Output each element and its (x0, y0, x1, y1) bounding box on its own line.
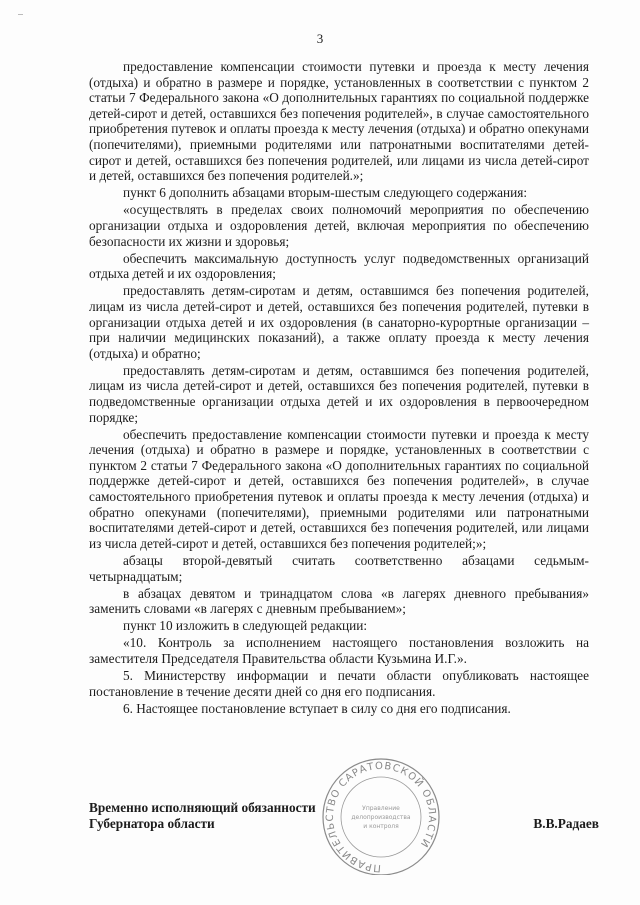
paragraph: абзацы второй-девятый считать соответственно абзацами седьмым-четырнадцатым; (89, 552, 589, 584)
paragraph: предоставление компенсации стоимости путевки и проезда к месту лечения (отдыха) и обратно в размере и порядке, установленных в соответствии с пунктом 2 статьи 7 Федерального закона «О дополнительных гарантиях по социальной поддержке детей-сирот и детей, оставшихся без попечения родителей», в случае самостоятельного приобретения путевок и оплаты проезда к месту лечения (отдыха) и обратно опекунами (попечителями), приемными родителями или патронатными воспитателями детей-сирот и детей, оставшихся без попечения родителей, или лицами из числа детей-сирот и детей, оставшихся без попечения родителей.»; (89, 59, 589, 184)
paragraph: 5. Министерству информации и печати области опубликовать настоящее постановление в течение десяти дней со дня его подписания. (89, 668, 589, 699)
paragraph: «осуществлять в пределах своих полномочий мероприятия по обеспечению организации отдыха и оздоровления детей, включая мероприятия по обеспечению безопасности их жизни и здоровья; (89, 202, 589, 249)
paragraph: обеспечить максимальную доступность услуг подведомственных организаций отдыха детей и их оздоровления; (89, 250, 589, 282)
paragraph: 6. Настоящее постановление вступает в силу со дня его подписания. (123, 700, 511, 716)
signatory-position: Временно исполняющий обязанности Губернатора области (89, 800, 316, 831)
seal-line-3: и контроля (363, 823, 399, 830)
paragraph: в абзацах девятом и тринадцатом слова «в лагерях дневного пребывания» заменить словами «в лагерях с дневным пребыванием»; (89, 585, 589, 617)
paragraph: предоставлять детям-сиротам и детям, оставшимся без попечения родителей, лицам из числа детей-сирот и детей, оставшихся без попечения родителей, путевки в подведомственные организации отдыха детей и их оздоровления в первоочередном порядке; (89, 362, 589, 425)
signatory-name: В.В.Радаев (533, 816, 599, 831)
page-number: 3 (316, 31, 324, 46)
seal-outer-text: ПРАВИТЕЛЬСТВО САРАТОВСКОЙ ОБЛАСТИ (324, 760, 438, 874)
paragraph: обеспечить предоставление компенсации стоимости путевки и проезда к месту лечения (отдыха) и обратно в размере и порядке, установленных в соответствии с пунктом 2 статьи 7 Федерального закона «О дополнительных гарантиях по социальной поддержке детей-сирот и детей, оставшихся без попечения родителей», в случае самостоятельного приобретения путевок и оплаты проезда к месту лечения (отдыха) и обратно опекунами (попечителями), приемными родителями или патронатными воспитателями детей-сирот и детей, оставшихся без попечения родителей, или лицами из числа детей-сирот и детей, оставшихся без попечения родителей;»; (89, 426, 589, 551)
paragraph: пункт 6 дополнить абзацами вторым-шестым следующего содержания: (123, 185, 528, 201)
document-body (89, 59, 589, 716)
seal-line-2: делопроизводства (351, 814, 411, 821)
paragraph: «10. Контроль за исполнением настоящего постановления возложить на заместителя Председателя Правительства области Кузьмина И.Г.». (89, 635, 589, 666)
paragraph: пункт 10 изложить в следующей редакции: (123, 618, 368, 634)
seal-line-1: Управление (362, 805, 400, 812)
signature-block (89, 800, 599, 832)
paragraph: предоставлять детям-сиротам и детям, оставшимся без попечения родителей, лицам из числа детей-сирот и детей, оставшихся без попечения родителей, путевки в организации отдыха детей и их оздоровления (в санаторно-курортные организации – при наличии медицинских показаний), а также оплату проезда к месту лечения (отдыха) и обратно; (89, 283, 589, 361)
scan-mark (18, 14, 23, 15)
